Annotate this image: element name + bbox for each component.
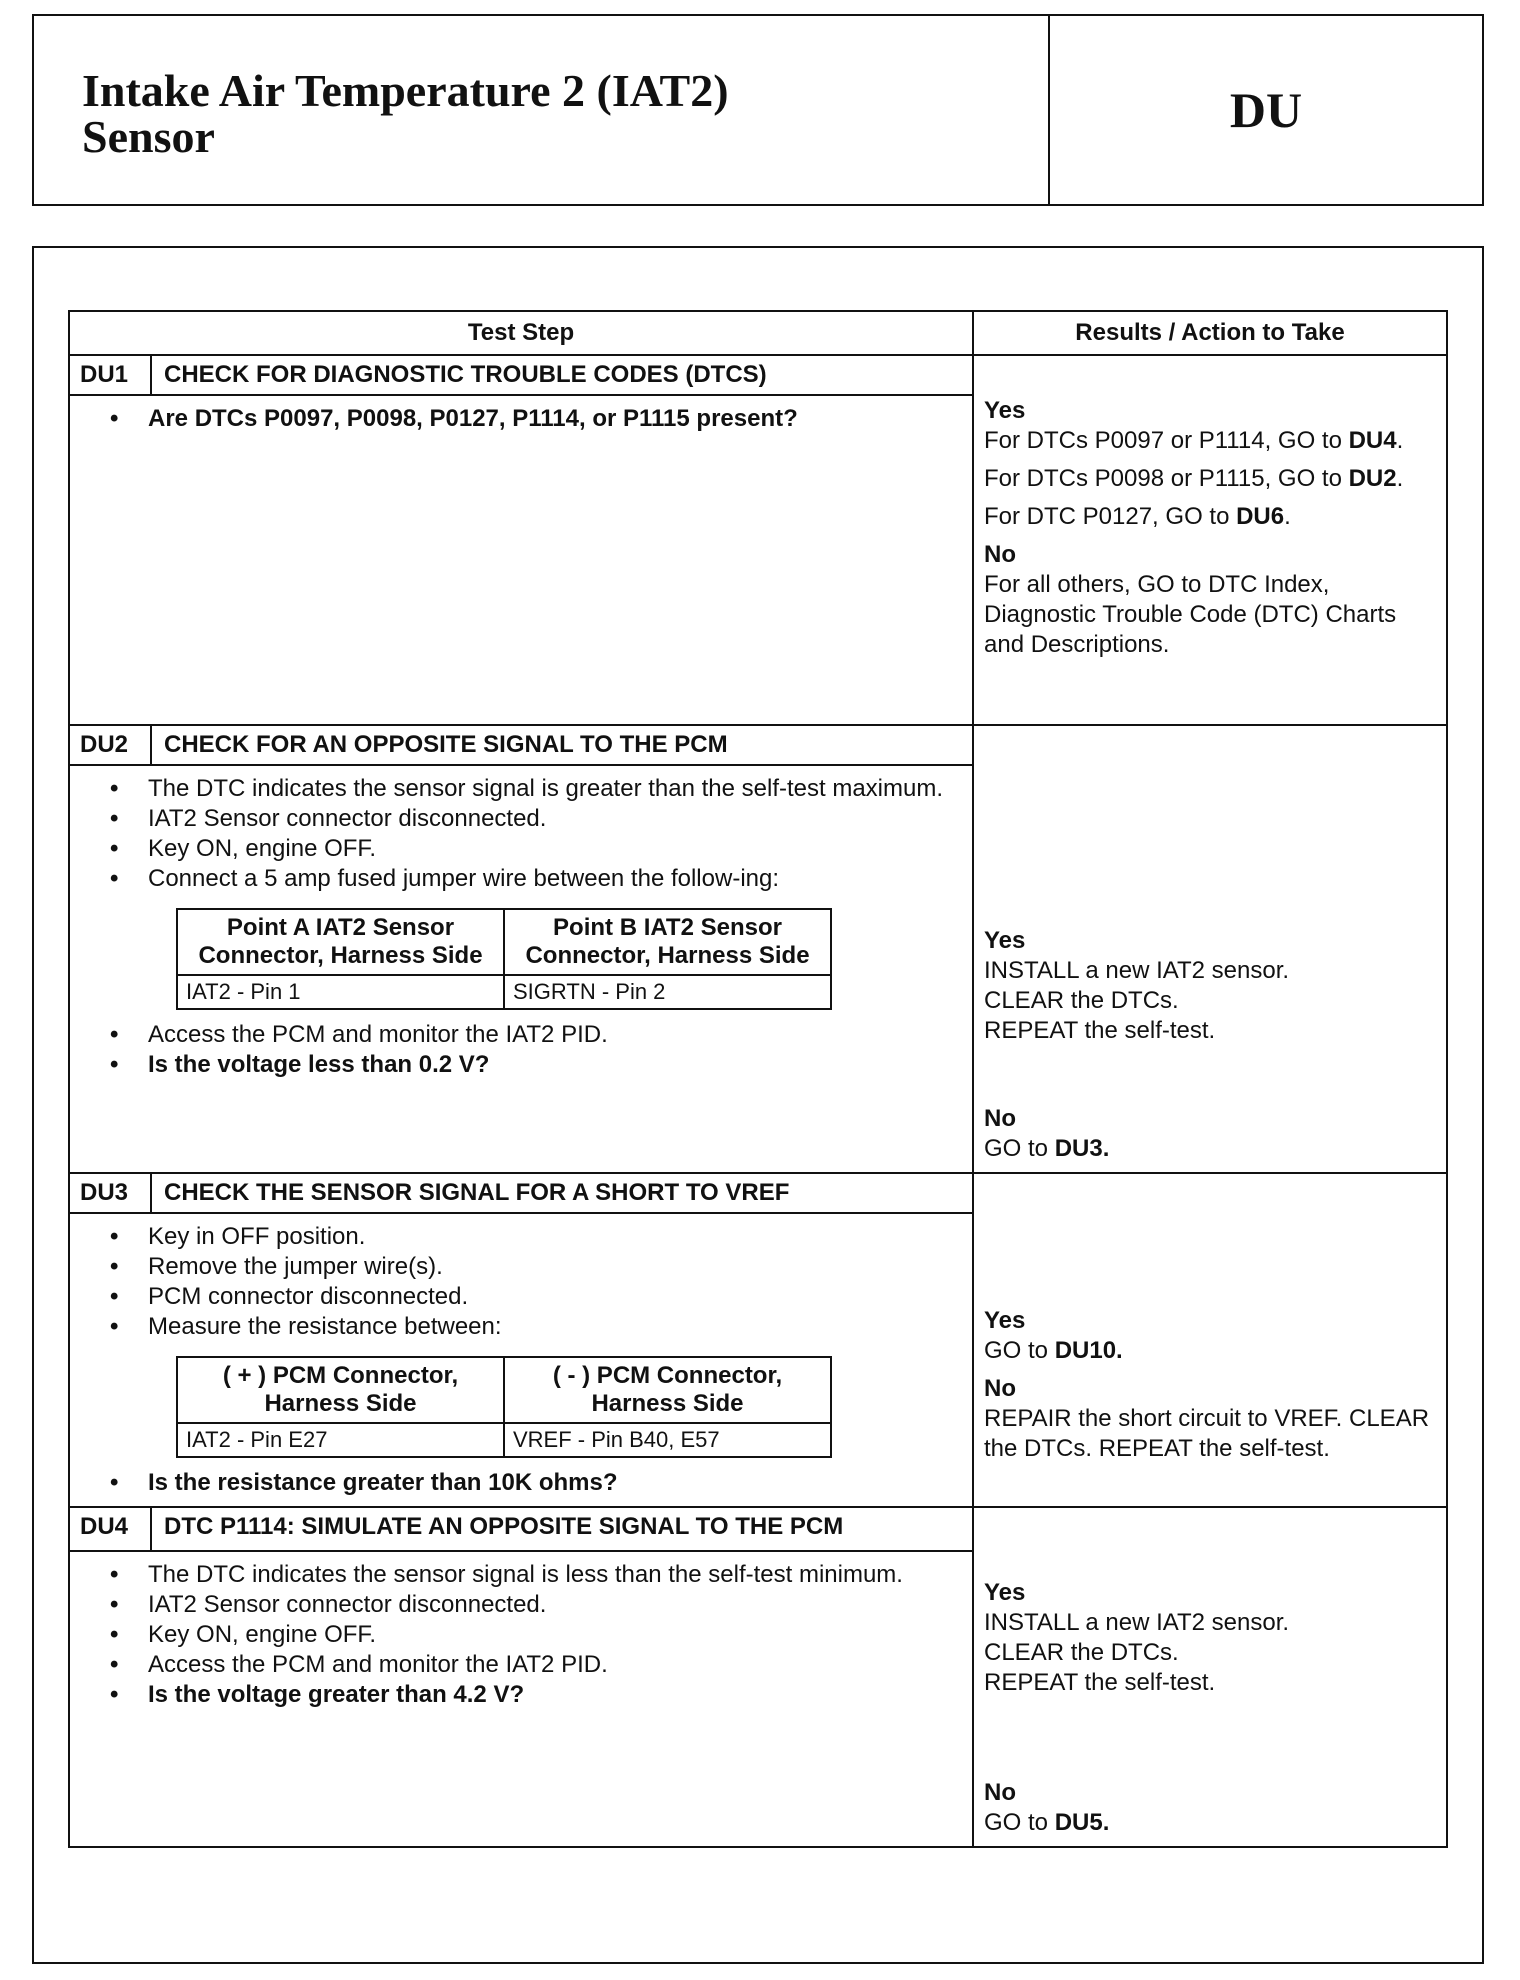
no-label: No	[984, 1375, 1016, 1402]
point-a-cell: IAT2 - Pin 1	[177, 975, 504, 1009]
step-reference[interactable]: DU2	[1348, 465, 1397, 492]
step-question: • Is the voltage less than 0.2 V?	[148, 1050, 952, 1080]
result-text: GO to DU10.	[984, 1337, 1123, 1364]
positive-connector-header: ( + ) PCM Connector, Harness Side	[177, 1357, 504, 1423]
result-text: REPEAT the self-test.	[984, 1669, 1216, 1696]
step-question: • Are DTCs P0097, P0098, P0127, P1114, or P1115 present?	[148, 404, 952, 434]
step-du3-title-row	[69, 1173, 1447, 1213]
step-reference[interactable]: DU3.	[1054, 1135, 1110, 1162]
test-steps-table	[68, 310, 1448, 1848]
yes-label: Yes	[984, 927, 1026, 954]
negative-connector-cell: VREF - Pin B40, E57	[504, 1423, 831, 1457]
step-bullet: • Key ON, engine OFF.	[148, 1620, 952, 1650]
step-title: DTC P1114: SIMULATE AN OPPOSITE SIGNAL TO THE PCM	[151, 1507, 973, 1551]
result-text: CLEAR the DTCs.	[984, 1639, 1179, 1666]
result-text: INSTALL a new IAT2 sensor.	[984, 1609, 1290, 1636]
step-title: CHECK FOR AN OPPOSITE SIGNAL TO THE PCM	[151, 725, 973, 765]
step-bullet: • Key ON, engine OFF.	[148, 834, 952, 864]
result-text: For DTCs P0097 or P1114, GO to DU4.	[984, 427, 1404, 454]
point-b-header: Point B IAT2 Sensor Connector, Harness Side	[504, 909, 831, 975]
negative-connector-header: ( - ) PCM Connector, Harness Side	[504, 1357, 831, 1423]
step-bullet: • The DTC indicates the sensor signal is greater than the self-test maximum.	[148, 774, 952, 804]
test-step-header: Test Step	[69, 311, 973, 355]
point-b-cell: SIGRTN - Pin 2	[504, 975, 831, 1009]
step-body	[69, 1213, 973, 1507]
step-du4-results	[973, 1507, 1447, 1847]
step-reference[interactable]: DU4	[1348, 427, 1397, 454]
step-bullet: • Key in OFF position.	[148, 1222, 952, 1252]
step-bullet: • Measure the resistance between:	[148, 1312, 952, 1342]
step-bullet: • Connect a 5 amp fused jumper wire between the follow-ing:	[148, 864, 952, 894]
page-title	[34, 16, 1050, 204]
step-bullet: • IAT2 Sensor connector disconnected.	[148, 1590, 952, 1620]
step-bullet: • PCM connector disconnected.	[148, 1282, 952, 1312]
step-id: DU1	[69, 355, 151, 395]
step-body	[69, 765, 973, 1173]
result-text: GO to DU3.	[984, 1135, 1110, 1162]
step-body	[69, 1551, 973, 1847]
step-du1-title-row	[69, 355, 1447, 395]
step-reference[interactable]: DU10.	[1054, 1337, 1123, 1364]
page-title-line2: Sensor	[82, 111, 215, 162]
positive-connector-cell: IAT2 - Pin E27	[177, 1423, 504, 1457]
jumper-points-table	[176, 908, 832, 1010]
no-label: No	[984, 1105, 1016, 1132]
no-label: No	[984, 541, 1016, 568]
step-du4-title-row	[69, 1507, 1447, 1551]
step-bullet: • Access the PCM and monitor the IAT2 PID.	[148, 1020, 952, 1050]
step-id: DU3	[69, 1173, 151, 1213]
result-text: REPAIR the short circuit to VREF. CLEAR the DTCs. REPEAT the self-test.	[984, 1405, 1430, 1462]
yes-label: Yes	[984, 1307, 1026, 1334]
step-bullet: • Access the PCM and monitor the IAT2 PID.	[148, 1650, 952, 1680]
result-text: REPEAT the self-test.	[984, 1017, 1216, 1044]
step-title: CHECK FOR DIAGNOSTIC TROUBLE CODES (DTCS)	[151, 355, 973, 395]
step-du2-results	[973, 725, 1447, 1173]
step-bullet: • Remove the jumper wire(s).	[148, 1252, 952, 1282]
step-reference[interactable]: DU5.	[1054, 1809, 1110, 1836]
step-body	[69, 395, 973, 725]
step-bullet: • IAT2 Sensor connector disconnected.	[148, 804, 952, 834]
result-text: CLEAR the DTCs.	[984, 987, 1179, 1014]
step-bullet: • The DTC indicates the sensor signal is less than the self-test minimum.	[148, 1560, 952, 1590]
result-text: GO to DU5.	[984, 1809, 1110, 1836]
no-label: No	[984, 1779, 1016, 1806]
result-text: For all others, GO to DTC Index, Diagnostic Trouble Code (DTC) Charts and Descriptions.	[984, 571, 1397, 658]
results-header: Results / Action to Take	[973, 311, 1447, 355]
step-question: • Is the voltage greater than 4.2 V?	[148, 1680, 952, 1710]
yes-label: Yes	[984, 1579, 1026, 1606]
point-a-header: Point A IAT2 Sensor Connector, Harness Side	[177, 909, 504, 975]
resistance-points-table	[176, 1356, 832, 1458]
step-du3-results	[973, 1173, 1447, 1507]
result-text: For DTC P0127, GO to DU6.	[984, 503, 1291, 530]
table-header-row	[69, 311, 1447, 355]
page-header	[32, 14, 1484, 206]
step-title: CHECK THE SENSOR SIGNAL FOR A SHORT TO VREF	[151, 1173, 973, 1213]
result-text: For DTCs P0098 or P1115, GO to DU2.	[984, 465, 1404, 492]
step-reference[interactable]: DU6	[1236, 503, 1285, 530]
step-id: DU4	[69, 1507, 151, 1551]
step-id: DU2	[69, 725, 151, 765]
result-text: INSTALL a new IAT2 sensor.	[984, 957, 1290, 984]
page-title-line1: Intake Air Temperature 2 (IAT2)	[82, 65, 729, 116]
step-du1-results	[973, 355, 1447, 725]
yes-label: Yes	[984, 397, 1026, 424]
step-du2-title-row	[69, 725, 1447, 765]
step-question: • Is the resistance greater than 10K ohms?	[148, 1468, 952, 1498]
section-code: DU	[1229, 82, 1303, 138]
